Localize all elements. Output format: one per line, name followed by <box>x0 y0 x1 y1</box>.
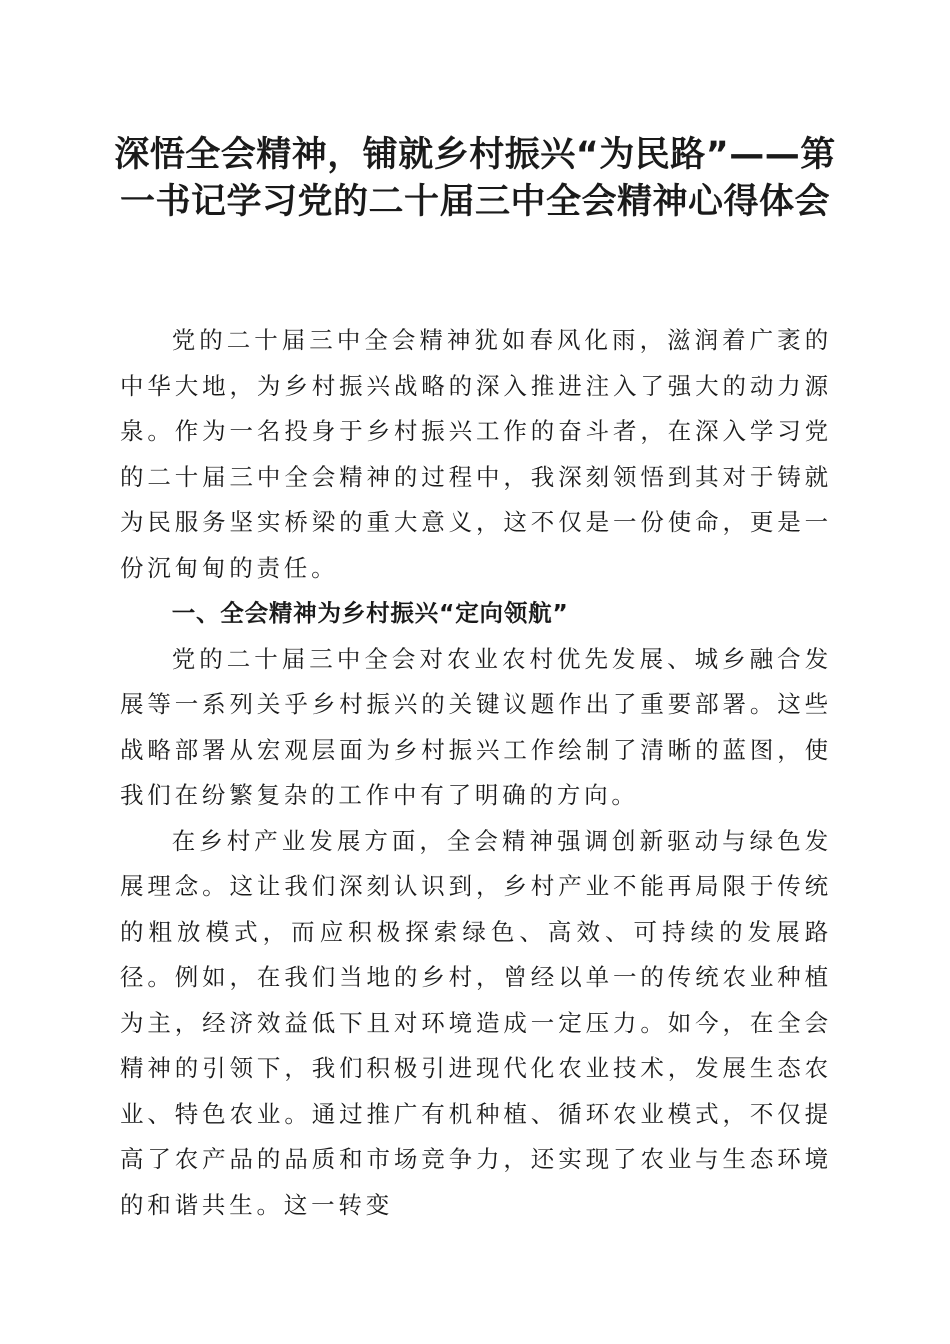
document-body <box>120 318 832 1228</box>
document-title: 深悟全会精神，铺就乡村振兴“为民路”——第一书记学习党的二十届三中全会精神心得体会 <box>114 135 836 222</box>
section-1-paragraph-1: 党的二十届三中全会对农业农村优先发展、城乡融合发展等一系列关乎乡村振兴的关键议题作出了重要部署。这些战略部署从宏观层面为乡村振兴工作绘制了清晰的蓝图，使我们在纷繁复杂的工作中有了明确的方向。 <box>120 644 832 809</box>
section-heading-1: 一、全会精神为乡村振兴“定向领航” <box>171 599 569 627</box>
section-1-paragraph-2: 在乡村产业发展方面，全会精神强调创新驱动与绿色发展理念。这让我们深刻认识到，乡村产业不能再局限于传统的粗放模式，而应积极探索绿色、高效、可持续的发展路径。例如，在我们当地的乡村，曾经以单一的传统农业种植为主，经济效益低下且对环境造成一定压力。如今，在全会精神的引领下，我们积极引进现代化农业技术，发展生态农业、特色农业。通过推广有机种植、循环农业模式，不仅提高了农产品的品质和市场竞争力，还实现了农业与生态环境的和谐共生。这一转变 <box>120 826 832 1219</box>
intro-paragraph: 党的二十届三中全会精神犹如春风化雨，滋润着广袤的中华大地，为乡村振兴战略的深入推进注入了强大的动力源泉。作为一名投身于乡村振兴工作的奋斗者，在深入学习党的二十届三中全会精神的过程中，我深刻领悟到其对于铸就为民服务坚实桥梁的重大意义，这不仅是一份使命，更是一份沉甸甸的责任。 <box>120 326 832 582</box>
